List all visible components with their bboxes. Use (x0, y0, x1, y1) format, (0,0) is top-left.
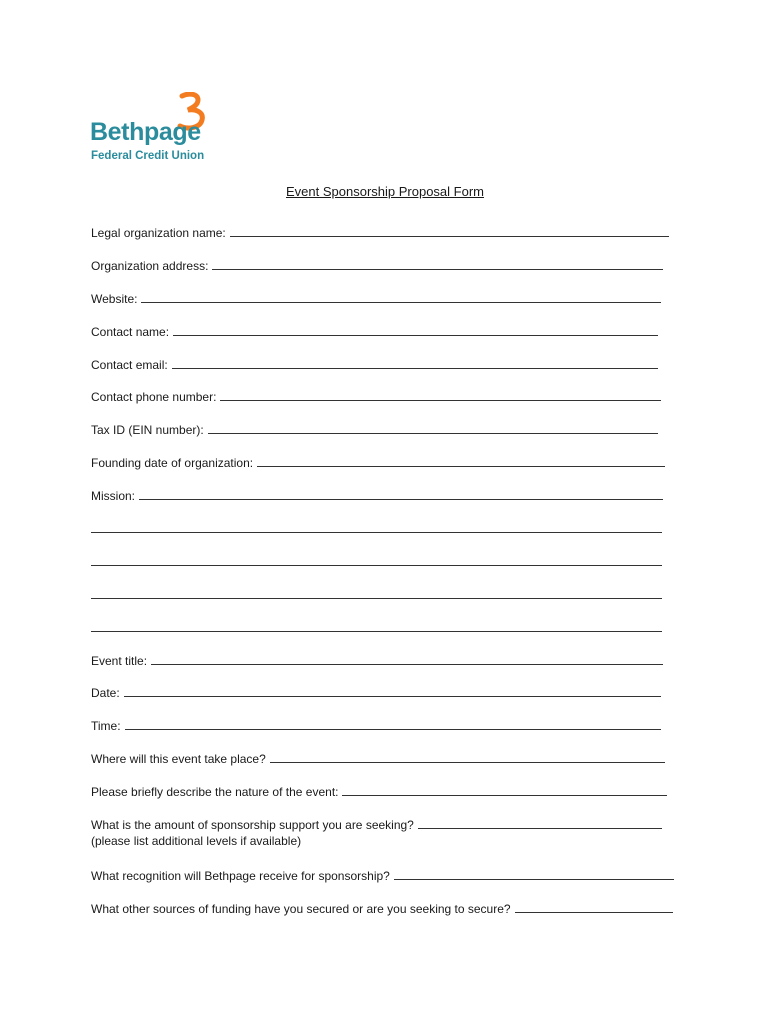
field-contact-phone (91, 384, 661, 404)
field-event-title (91, 648, 663, 668)
mission-input-line-4[interactable] (91, 598, 662, 599)
field-time (91, 713, 661, 733)
bethpage-logo (90, 92, 220, 170)
form-fields (91, 220, 681, 929)
field-label: Where will this event take place? (91, 752, 266, 767)
field-tax-id (91, 417, 658, 437)
founding-date-input-line[interactable] (257, 466, 665, 467)
contact-phone-input-line[interactable] (220, 400, 661, 401)
field-amount (91, 812, 662, 850)
field-label: Contact email: (91, 357, 168, 372)
field-legal-name (91, 220, 669, 240)
mission-input-line[interactable] (139, 499, 663, 500)
field-other-funding (91, 896, 673, 916)
mission-continuation-line (91, 549, 662, 569)
form-title (0, 184, 770, 199)
event-title-input-line[interactable] (151, 664, 663, 665)
field-label: Founding date of organization: (91, 456, 254, 471)
field-contact-email (91, 352, 658, 372)
address-input-line[interactable] (212, 269, 663, 270)
other-funding-input-line[interactable] (515, 912, 673, 913)
contact-name-input-line[interactable] (173, 335, 658, 336)
field-label: Organization address: (91, 258, 209, 273)
mission-input-line-3[interactable] (91, 565, 662, 566)
mission-continuation-line (91, 615, 662, 635)
amount-input-line[interactable] (418, 828, 662, 829)
field-recognition (91, 863, 674, 883)
field-label: Mission: (91, 489, 136, 504)
logo-subtitle: Federal Credit Union (91, 150, 205, 162)
mission-input-line-2[interactable] (91, 532, 662, 533)
amount-note: (please list additional levels if available) (91, 834, 302, 849)
time-input-line[interactable] (125, 729, 661, 730)
mission-continuation-line (91, 516, 662, 536)
mission-input-line-5[interactable] (91, 631, 662, 632)
legal-name-input-line[interactable] (230, 236, 669, 237)
logo-wordmark: Bethpage (90, 118, 201, 146)
field-label: What other sources of funding have you secured or are you seeking to secure? (91, 901, 511, 916)
contact-email-input-line[interactable] (172, 368, 658, 369)
field-description (91, 779, 667, 799)
description-input-line[interactable] (342, 795, 667, 796)
date-input-line[interactable] (124, 696, 661, 697)
tax-id-input-line[interactable] (208, 433, 658, 434)
field-label: Please briefly describe the nature of the event: (91, 785, 339, 800)
field-label: Event title: (91, 653, 148, 668)
field-label: Website: (91, 291, 138, 306)
field-date (91, 680, 661, 700)
field-founding-date (91, 450, 665, 470)
field-address (91, 253, 663, 273)
location-input-line[interactable] (270, 762, 665, 763)
field-label: What recognition will Bethpage receive for sponsorship? (91, 868, 390, 883)
field-website (91, 286, 661, 306)
field-label: Date: (91, 686, 120, 701)
field-label: Contact phone number: (91, 390, 217, 405)
field-label: Legal organization name: (91, 226, 226, 240)
mission-continuation-line (91, 582, 662, 602)
field-label: Time: (91, 719, 121, 734)
website-input-line[interactable] (141, 302, 661, 303)
field-contact-name (91, 319, 658, 339)
field-label: Contact name: (91, 324, 170, 339)
field-location (91, 746, 665, 766)
field-label: Tax ID (EIN number): (91, 423, 204, 438)
recognition-input-line[interactable] (394, 879, 674, 880)
field-mission (91, 483, 663, 503)
field-label: What is the amount of sponsorship support you are seeking? (91, 818, 414, 833)
form-title-text: Event Sponsorship Proposal Form (286, 184, 484, 199)
